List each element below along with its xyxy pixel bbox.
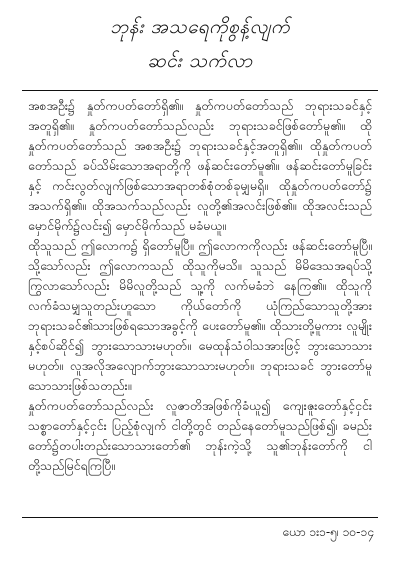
scripture-reference: ယော ၁း၁-၅၊ ၁၀-၁၄: [282, 525, 374, 539]
paragraph: နှုတ်ကပတ်တော်သည်လည်း လူဇာတိအဖြစ်ကိုခံယူ၍ ကျေးဇူးတော်နှင့်ငှင်း သစ္စာတော်နှင့်ငှင်း ပြည့်စုံလျက် ငါတို့တွင် တည်နေတော်မူသည်ဖြစ်၍၊ ခမည်းတော်၌တပါးတည်းသောသားတော်၏ ဘုန်းကဲ့သို့ သူ၏ဘုန်းတော်ကို ငါတို့သည်မြင်ရကြပြီ။: [28, 398, 372, 473]
title-block: [0, 10, 400, 78]
paragraph: အစအဦး၌ နှုတ်ကပတ်တော်ရှိ၏။ နှုတ်ကပတ်တော်သည် ဘုရားသခင်နှင့်အတူရှိ၏။ နှုတ်ကပတ်တော်သည်လည်း ဘုရားသခင်ဖြစ်တော်မူ၏။ ထိုနှုတ်ကပတ်တော်သည် အစအဦး၌ ဘုရားသခင်နှင့်အတူရှိ၏။ ထိုနှုတ်ကပတ်တော်သည် ခပ်သိမ်းသောအရာတို့ကို ဖန်ဆင်းတော်မူ၏။ ဖန်ဆင်းတော်မူခြင်းနှင့် ကင်းလွတ်လျက်ဖြစ်သောအရာတစ်စုံတစ်ခုမျှမရှိ။ ထိုနှုတ်ကပတ်တော်၌ အသက်ရှိ၏။ ထိုအသက်သည်လည်း လူတို့၏အလင်းဖြစ်၏။ ထိုအလင်းသည် မှောင်မိုက်၌လင်း၍ မှောင်မိုက်သည် မခံမယူ။: [28, 98, 372, 233]
bottom-rule: [22, 517, 378, 518]
top-rule: [22, 90, 378, 91]
scripture-body: [28, 96, 372, 476]
title-line-1: ဘုန်း အသရေကိုစွန့်လျက်: [109, 16, 291, 38]
paragraph: ထိုသူသည် ဤလောက၌ ရှိတော်မူပြီ။ ဤလောကကိုလည်း ဖန်ဆင်းတော်မူပြီ။ သို့သော်လည်း ဤလောကသည် ထိုသူကိုမသိ။ သူသည် မိမိဒေသအရပ်သို့ကြွလာသော်လည်း မိမိလူတို့သည် သူ့ကို လက်မခံဘဲ နေကြ၏။ ထိုသူကို လက်ခံသမျှသူတည်းဟူသော ကိုယ်တော်ကို ယုံကြည်သောသူတို့အား ဘုရားသခင်၏သားဖြစ်ရသောအခွင့်ကို ပေးတော်မူ၏။ ထိုသားတို့မူကား လူမျိုးနှင့်စပ်ဆိုင်၍ ဘွားသောသားမဟုတ်။ မေထုန်သံဝါသအားဖြင့် ဘွားသောသားမဟုတ်။ လူအလိုအလျောက်ဘွားသောသားမဟုတ်။ ဘုရားသခင် ဘွားတော်မူသောသားဖြစ်သတည်း။: [28, 238, 372, 393]
title-line-2: ဆင်း သက်လာ: [147, 50, 253, 72]
